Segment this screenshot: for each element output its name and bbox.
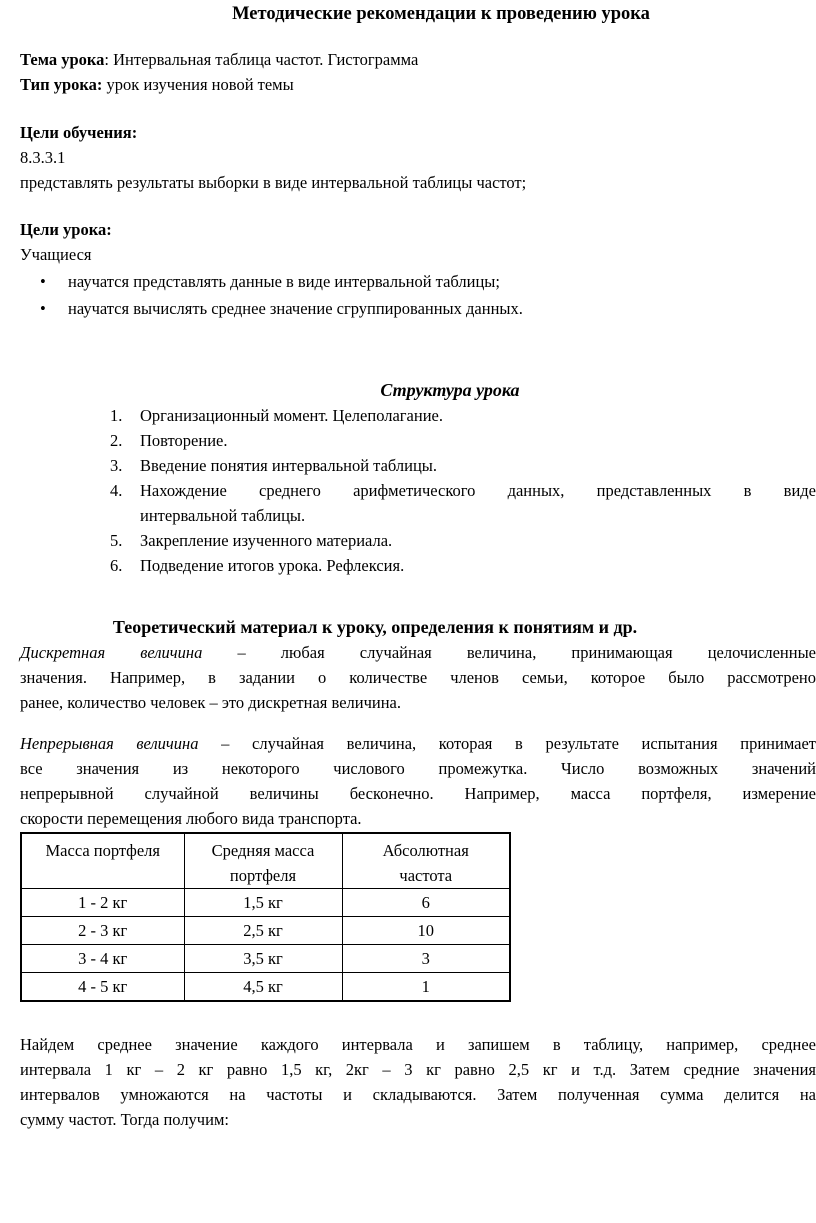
item-number: 3. (110, 456, 123, 475)
paragraph-line: скорости перемещения любого вида транспорта. (20, 809, 362, 828)
table-header-row (21, 833, 510, 889)
table-header-cell (342, 833, 510, 889)
table-cell: 3,5 кг (184, 945, 342, 973)
item-text: Подведение итогов урока. Рефлексия. (140, 556, 405, 575)
paragraph-line: значения. Например, в задании о количестве членов семьи, которое было рассмотрено (20, 668, 816, 687)
item-text: Закрепление изученного материала. (140, 531, 393, 550)
paragraph-line: непрерывной случайной величины бесконечно. Например, масса портфеля, измерение (20, 784, 816, 803)
item-number: 4. (110, 481, 123, 500)
table-cell: 4 - 5 кг (21, 973, 184, 1002)
table-header-cell (21, 833, 184, 889)
table-cell: 2 - 3 кг (21, 917, 184, 945)
header-line: Средняя масса (211, 841, 315, 860)
learning-goals-section (20, 120, 816, 195)
document-title: Методические рекомендации к проведению урока (232, 4, 650, 24)
bullet-icon: • (40, 299, 46, 318)
header-line: портфеля (229, 866, 297, 885)
topic-value: Интервальная таблица частот. Гистограмма (113, 50, 419, 69)
table-header-cell (184, 833, 342, 889)
list-item (20, 296, 816, 321)
list-item (20, 453, 816, 478)
table-cell: 10 (342, 917, 510, 945)
lesson-goals-section (20, 217, 816, 321)
header-line: Масса портфеля (45, 841, 160, 860)
table-cell: 3 (342, 945, 510, 973)
conclusion-paragraph (20, 1032, 816, 1132)
topic-label: Тема урока (20, 50, 105, 69)
table-cell: 6 (342, 889, 510, 917)
type-label: Тип урока: (20, 75, 103, 94)
paragraph-line: интервалов умножаются на частоты и складываются. Затем полученная сумма делится на (20, 1085, 816, 1104)
item-text: Введение понятия интервальной таблицы. (140, 456, 437, 475)
learning-goals-text: представлять результаты выборки в виде интервальной таблицы частот; (20, 173, 527, 192)
item-number: 1. (110, 406, 123, 425)
paragraph-line: ранее, количество человек – это дискретная величина. (20, 693, 401, 712)
bullet-text: научатся вычислять среднее значение сгруппированных данных. (68, 299, 523, 318)
list-item (20, 428, 816, 453)
type-value: урок изучения новой темы (106, 75, 294, 94)
paragraph-line (20, 731, 816, 756)
list-item (20, 269, 816, 294)
paragraph-line: сумму частот. Тогда получим: (20, 1110, 229, 1129)
paragraph-text: – любая случайная величина, принимающая целочисленные (202, 643, 816, 662)
list-item (20, 403, 816, 428)
table-row (21, 917, 510, 945)
bullet-text: научатся представлять данные в виде интервальной таблицы; (68, 272, 500, 291)
topic-separator: : (104, 50, 114, 69)
item-text: Повторение. (140, 431, 228, 450)
learning-goals-heading: Цели обучения: (20, 123, 138, 142)
theory-heading: Теоретический материал к уроку, определения к понятиям и др. (112, 617, 638, 637)
paragraph-continuous (20, 731, 816, 831)
header-line: частота (399, 866, 453, 885)
structure-heading: Структура урока (380, 380, 520, 400)
document-page (0, 2, 816, 1132)
paragraph-text: – случайная величина, которая в результате испытания принимает (198, 734, 816, 753)
table-cell: 2,5 кг (184, 917, 342, 945)
structure-list (20, 403, 816, 578)
learning-goals-code: 8.3.3.1 (20, 148, 66, 167)
list-item (20, 478, 816, 528)
table-row (21, 973, 510, 1002)
item-text: Организационный момент. Целеполагание. (140, 406, 443, 425)
paragraph-line: все значения из некоторого числового промежутка. Число возможных значений (20, 759, 816, 778)
table-cell: 1 (342, 973, 510, 1002)
bullet-icon: • (40, 272, 46, 291)
table-cell: 1,5 кг (184, 889, 342, 917)
lesson-info (20, 47, 816, 97)
table-cell: 1 - 2 кг (21, 889, 184, 917)
table-row (21, 945, 510, 973)
item-number: 5. (110, 531, 123, 550)
item-text (140, 478, 816, 528)
table-cell: 4,5 кг (184, 973, 342, 1002)
item-text-line: Нахождение среднего арифметического данных, представленных в виде (140, 481, 816, 500)
paragraph-line: интервала 1 кг – 2 кг равно 1,5 кг, 2кг – 3 кг равно 2,5 кг и т.д. Затем средние значения (20, 1060, 816, 1079)
table-row (21, 889, 510, 917)
item-number: 6. (110, 556, 123, 575)
list-item (20, 528, 816, 553)
table-cell: 3 - 4 кг (21, 945, 184, 973)
topic-line (20, 47, 816, 72)
paragraph-discrete (20, 640, 816, 715)
lesson-goals-heading: Цели урока: (20, 220, 112, 239)
item-text-line: интервальной таблицы. (140, 506, 306, 525)
paragraph-line: Найдем среднее значение каждого интервала и запишем в таблицу, например, среднее (20, 1035, 816, 1054)
term-discrete: Дискретная величина (20, 643, 203, 662)
term-continuous: Непрерывная величина (20, 734, 199, 753)
list-item (20, 553, 816, 578)
header-line: Абсолютная (382, 841, 469, 860)
item-number: 2. (110, 431, 123, 450)
type-line (20, 72, 816, 97)
students-label: Учащиеся (20, 245, 92, 264)
frequency-table (20, 832, 511, 1002)
paragraph-line (20, 640, 816, 665)
